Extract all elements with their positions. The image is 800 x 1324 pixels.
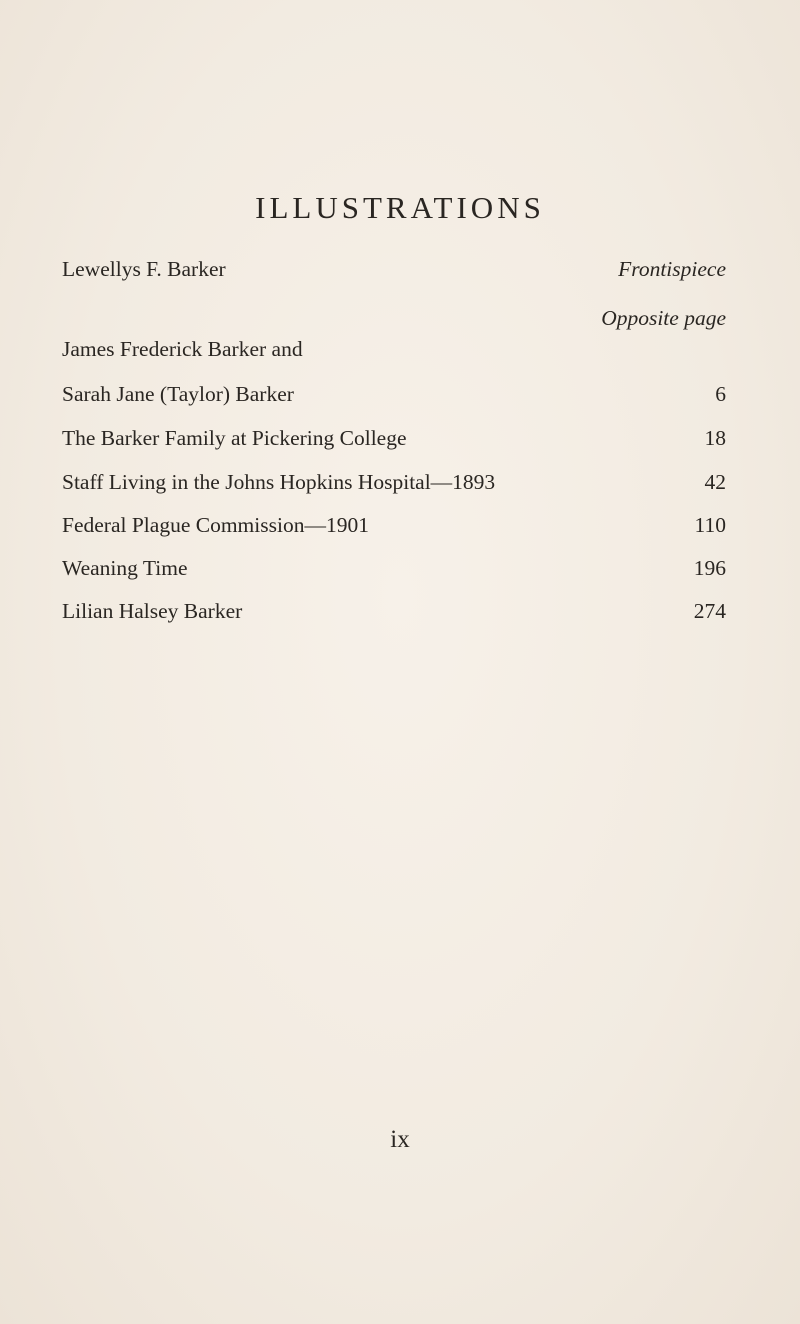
illustration-entry-label: Lilian Halsey Barker xyxy=(62,599,243,623)
illustration-entry-page: 110 xyxy=(694,513,726,537)
frontispiece-label: Lewellys F. Barker xyxy=(62,257,226,281)
illustration-entry-page: 18 xyxy=(704,426,726,450)
illustration-entry-page: 274 xyxy=(693,599,726,623)
column-heading: Opposite page xyxy=(601,306,726,330)
illustration-entry-label: Weaning Time xyxy=(62,556,188,580)
frontispiece-position: Frontispiece xyxy=(618,257,726,281)
page-title: ILLUSTRATIONS xyxy=(255,190,545,225)
illustration-entry-label: James Frederick Barker and xyxy=(62,337,303,361)
illustration-entry-label: Federal Plague Commission—1901 xyxy=(62,513,369,537)
illustration-entry-page: 196 xyxy=(693,556,726,580)
illustration-entry-page: 6 xyxy=(715,382,726,406)
illustration-entry-page: 42 xyxy=(704,470,726,494)
illustration-entry-label: Staff Living in the Johns Hopkins Hospital—1893 xyxy=(62,470,496,494)
page-number: ix xyxy=(390,1126,410,1153)
illustration-entry-label: Sarah Jane (Taylor) Barker xyxy=(62,382,294,406)
illustration-entry-label: The Barker Family at Pickering College xyxy=(62,426,407,450)
